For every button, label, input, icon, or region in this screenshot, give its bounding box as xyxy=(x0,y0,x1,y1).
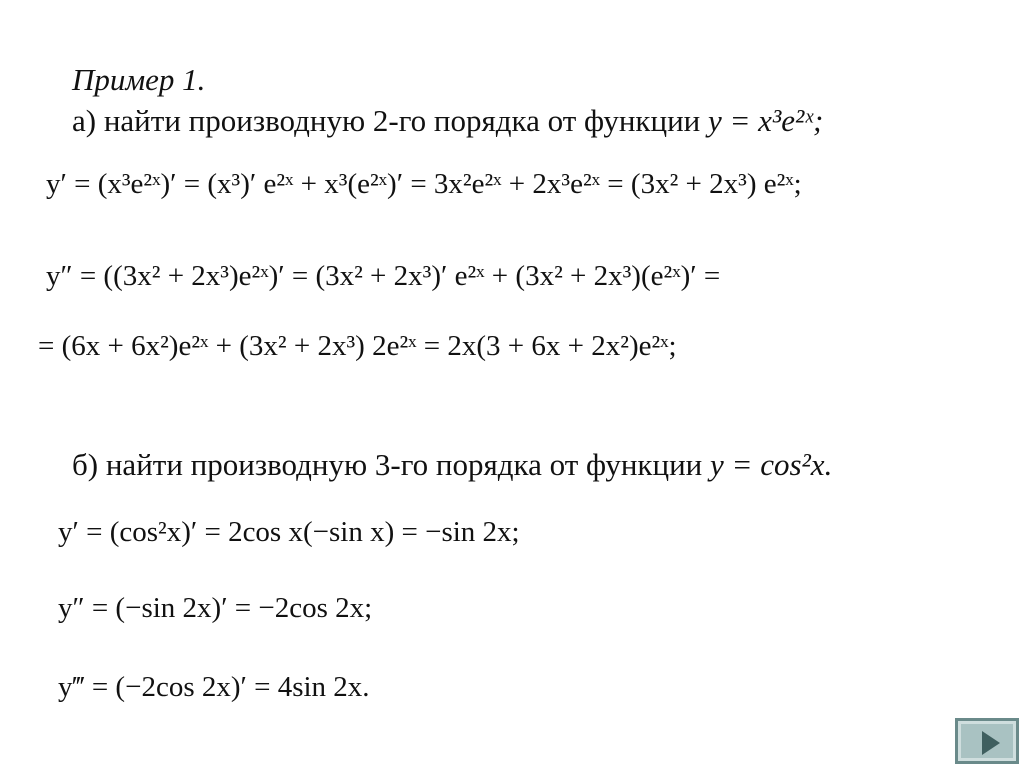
equation-a1-text: y′ = (x³e²ˣ)′ = (x³)′ e²ˣ + x³(e²ˣ)′ = 3x²e²ˣ + 2x³e²ˣ = (3x² + 2x³) e²ˣ; xyxy=(46,168,802,200)
equation-b1-text: y′ = (cos²x)′ = 2cos x(−sin x) = −sin 2x; xyxy=(58,516,520,548)
equation-a2 xyxy=(46,256,720,296)
equation-a3-text: = (6x + 6x²)e²ˣ + (3x² + 2x³) 2e²ˣ = 2x(3 + 6x + 2x²)e²ˣ; xyxy=(38,330,677,362)
task-a-function: y = x³e²ˣ; xyxy=(708,103,824,138)
play-triangle-icon xyxy=(982,731,1000,755)
equation-a2-text: y″ = ((3x² + 2x³)e²ˣ)′ = (3x² + 2x³)′ e²ˣ + (3x² + 2x³)(e²ˣ)′ = xyxy=(46,260,721,292)
task-a xyxy=(72,103,823,139)
task-b xyxy=(72,447,832,483)
task-a-text: а) найти производную 2-го порядка от функции xyxy=(72,103,708,138)
equation-b2-text: y″ = (−sin 2x)′ = −2cos 2x; xyxy=(58,592,373,624)
equation-b2 xyxy=(58,588,372,628)
equation-b1 xyxy=(58,512,520,552)
equation-b3-text: y‴ = (−2cos 2x)′ = 4sin 2x. xyxy=(58,671,370,703)
task-b-function: y = cos²x. xyxy=(710,447,833,482)
task-b-text: б) найти производную 3-го порядка от функции xyxy=(72,447,711,482)
example-title: Пример 1. xyxy=(72,62,206,97)
equation-a1 xyxy=(46,164,802,204)
equation-b3 xyxy=(58,667,370,707)
next-slide-button[interactable] xyxy=(955,718,1019,764)
equation-a3 xyxy=(38,326,677,366)
